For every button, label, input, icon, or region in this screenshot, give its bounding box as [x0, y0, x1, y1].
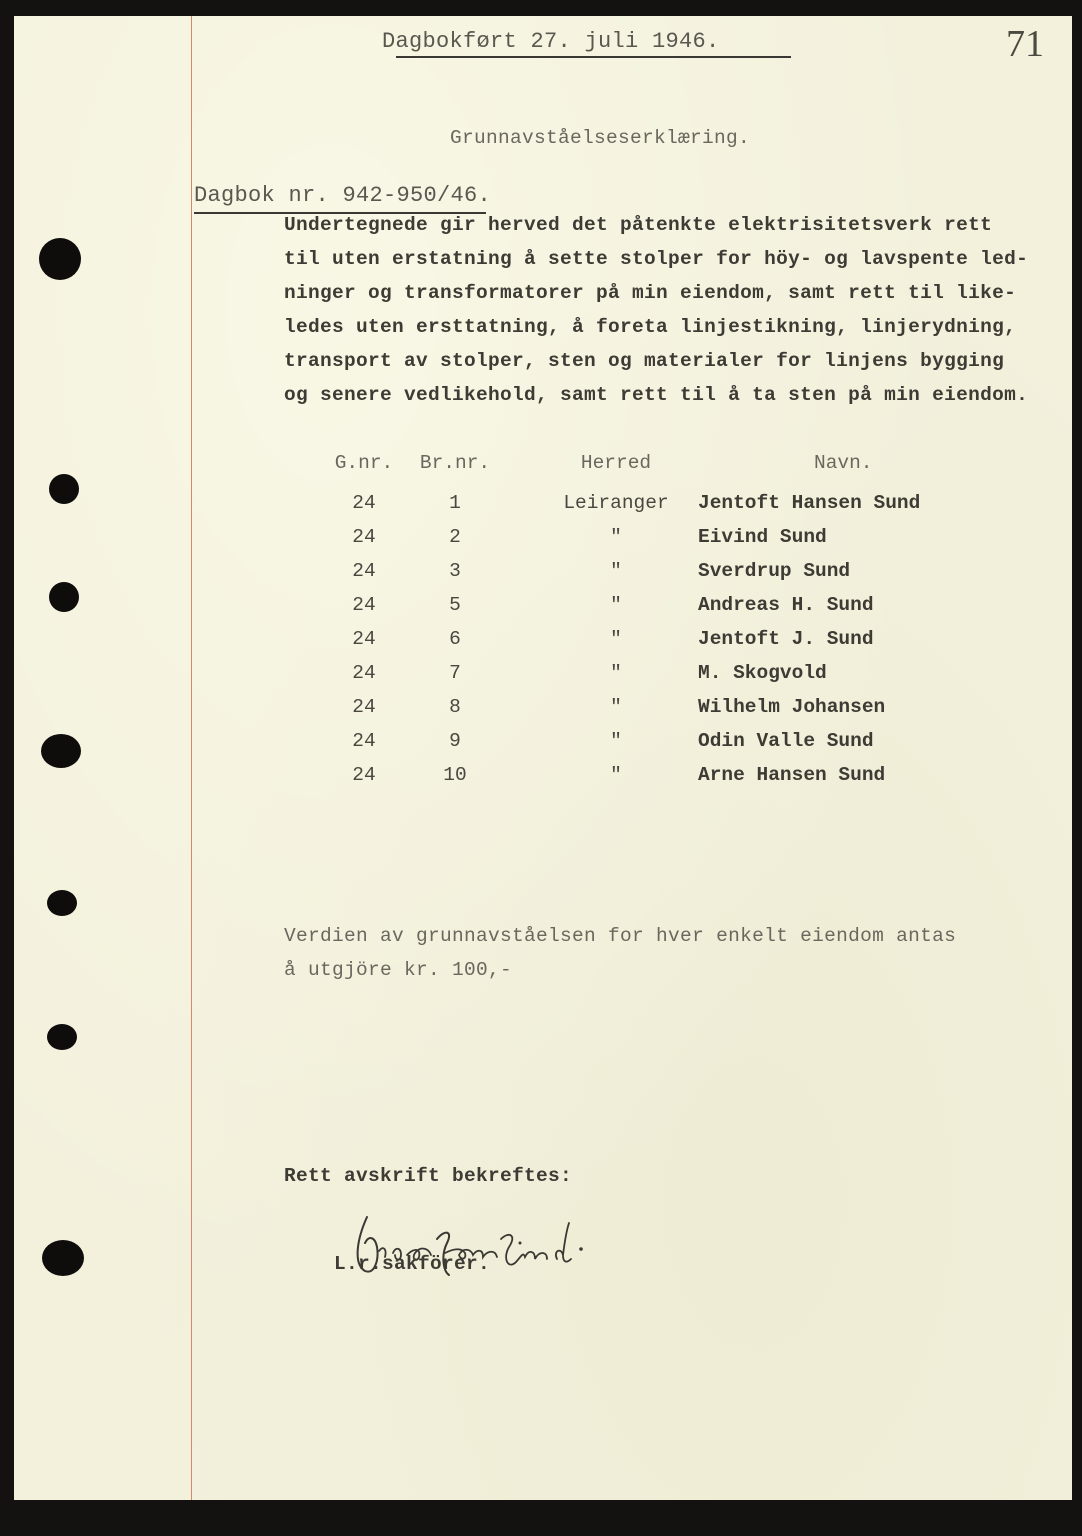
cell-herred: " — [610, 628, 622, 650]
cell-brnr: 10 — [443, 764, 467, 786]
cell-herred: Leiranger — [563, 492, 669, 514]
header-navn: Navn. — [814, 452, 873, 474]
cell-navn: Eivind Sund — [698, 526, 827, 548]
value-line: Verdien av grunnavståelsen for hver enkelt eiendom antas — [284, 925, 957, 947]
cell-gnr: 24 — [352, 696, 376, 718]
punch-hole — [41, 734, 81, 768]
cell-brnr: 5 — [449, 594, 461, 616]
cell-brnr: 7 — [449, 662, 461, 684]
cell-navn: Andreas H. Sund — [698, 594, 874, 616]
punch-hole — [49, 474, 79, 504]
margin-rule — [191, 16, 192, 1500]
punch-hole — [47, 1024, 77, 1050]
registration-date: Dagbokført 27. juli 1946. — [382, 29, 720, 54]
header-herred: Herred — [580, 452, 652, 474]
body-line: til uten erstatning å sette stolper for höy- og lavspente led- — [284, 248, 1029, 270]
body-line: ledes uten ersttatning, å foreta linjestikning, linjerydning, — [284, 316, 1017, 338]
cell-herred: " — [610, 526, 622, 548]
cell-herred: " — [610, 730, 622, 752]
cell-gnr: 24 — [352, 730, 376, 752]
cell-gnr: 24 — [352, 560, 376, 582]
signer-title: L.r.sakförer. — [334, 1253, 491, 1275]
cell-brnr: 8 — [449, 696, 461, 718]
cell-brnr: 2 — [449, 526, 461, 548]
punch-hole — [42, 1240, 84, 1276]
punch-hole — [49, 582, 79, 612]
cell-herred: " — [610, 560, 622, 582]
value-line: å utgjöre kr. 100,- — [284, 959, 513, 981]
cell-gnr: 24 — [352, 764, 376, 786]
page-number: 71 — [1006, 23, 1044, 65]
cell-gnr: 24 — [352, 628, 376, 650]
journal-reference: Dagbok nr. 942-950/46. — [194, 183, 492, 208]
cell-herred: " — [610, 764, 622, 786]
punch-hole — [39, 238, 81, 280]
cell-brnr: 6 — [449, 628, 461, 650]
cell-navn: Jentoft Hansen Sund — [698, 492, 921, 514]
punch-hole — [47, 890, 77, 916]
cell-navn: Wilhelm Johansen — [698, 696, 886, 718]
underline — [396, 56, 791, 58]
cell-brnr: 3 — [449, 560, 461, 582]
cell-gnr: 24 — [352, 492, 376, 514]
document-title: Grunnavståelseserklæring. — [450, 127, 751, 149]
body-line: og senere vedlikehold, samt rett til å ta sten på min eiendom. — [284, 384, 1029, 406]
cell-brnr: 1 — [449, 492, 461, 514]
cell-navn: Odin Valle Sund — [698, 730, 874, 752]
cell-gnr: 24 — [352, 526, 376, 548]
body-line: ninger og transformatorer på min eiendom, samt rett til like- — [284, 282, 1017, 304]
header-gnr: G.nr. — [334, 452, 394, 474]
cell-herred: " — [610, 594, 622, 616]
certification-label: Rett avskrift bekreftes: — [284, 1165, 573, 1187]
cell-brnr: 9 — [449, 730, 461, 752]
body-line: transport av stolper, sten og materialer for linjens bygging — [284, 350, 1005, 372]
cell-herred: " — [610, 696, 622, 718]
cell-navn: Sverdrup Sund — [698, 560, 851, 582]
header-brnr: Br.nr. — [419, 452, 491, 474]
cell-navn: M. Skogvold — [698, 662, 827, 684]
cell-navn: Arne Hansen Sund — [698, 764, 886, 786]
document-page — [14, 16, 1072, 1500]
cell-gnr: 24 — [352, 594, 376, 616]
cell-herred: " — [610, 662, 622, 684]
body-line: Undertegnede gir herved det påtenkte elektrisitetsverk rett — [284, 214, 993, 236]
cell-navn: Jentoft J. Sund — [698, 628, 874, 650]
cell-gnr: 24 — [352, 662, 376, 684]
